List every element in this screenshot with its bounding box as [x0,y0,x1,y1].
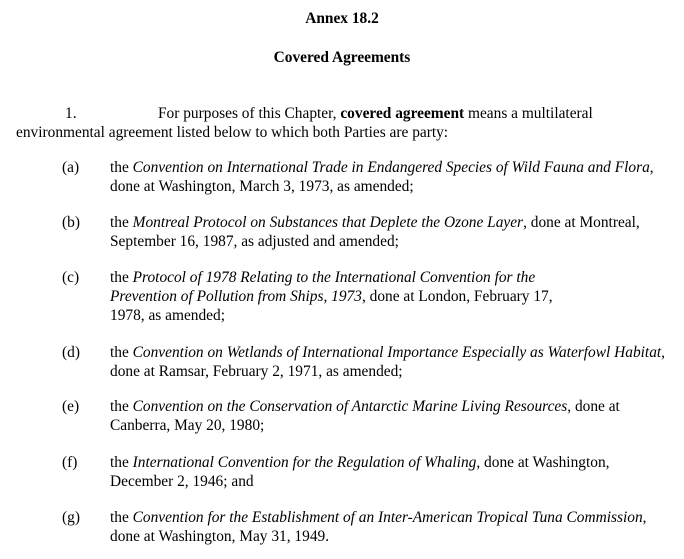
item-label: (b) [62,214,80,231]
item-label: (a) [62,159,80,176]
defined-term: covered agreement [340,105,465,122]
agreement-title: Convention on Wetlands of International Importance Especially as Waterfowl Habitat [132,344,662,361]
agreement-title: Montreal Protocol on Substances that Deplete the Ozone Layer [132,214,524,231]
item-suffix: , done at Montreal, September 16, 1987, as adjusted and amended; [110,214,640,250]
item-prefix: the [110,398,133,415]
agreement-title: Convention for the Establishment of an Inter-American Tropical Tuna Commission [132,509,643,526]
item-text [110,343,670,381]
item-suffix: , done at London, February 17, 1978, as amended; [110,288,553,324]
item-prefix: the [110,269,133,286]
item-suffix: , done at Washington, May 31, 1949. [110,509,647,545]
intro-text-before: For purposes of this Chapter, [158,105,341,122]
agreement-title: Protocol of 1978 Relating to the International Convention for the Prevention of Pollution from Ships, 1973 [110,269,536,305]
item-label: (e) [62,398,80,415]
item-text [110,268,572,325]
item-suffix: , done at Washington, March 3, 1973, as amended; [110,159,654,195]
item-label: (d) [62,344,80,361]
item-label: (g) [62,509,80,526]
item-prefix: the [110,454,133,471]
section-title: Covered Agreements [273,49,411,66]
item-text [110,158,670,196]
item-suffix: , done at Washington, December 2, 1946; and [110,454,610,490]
agreement-title: Convention on International Trade in Endangered Species of Wild Fauna and Flora [132,159,650,176]
item-text [110,213,670,251]
intro-text-after: means a multilateral environmental agreement listed below to which both Parties are party: [16,105,593,141]
item-label: (f) [62,454,78,471]
item-prefix: the [110,509,133,526]
item-text [110,397,670,435]
agreement-title: International Convention for the Regulation of Whaling [132,454,477,471]
item-label: (c) [62,269,80,286]
item-text [110,453,670,491]
annex-title: Annex 18.2 [305,10,379,27]
item-suffix: , done at Canberra, May 20, 1980; [110,398,620,434]
item-suffix: , done at Ramsar, February 2, 1971, as amended; [110,344,666,380]
item-text [110,508,670,546]
intro-paragraph [16,104,676,142]
agreement-title: Convention on the Conservation of Antarctic Marine Living Resources [132,398,568,415]
paragraph-number: 1. [65,105,77,122]
item-prefix: the [110,214,133,231]
item-prefix: the [110,344,133,361]
item-prefix: the [110,159,133,176]
